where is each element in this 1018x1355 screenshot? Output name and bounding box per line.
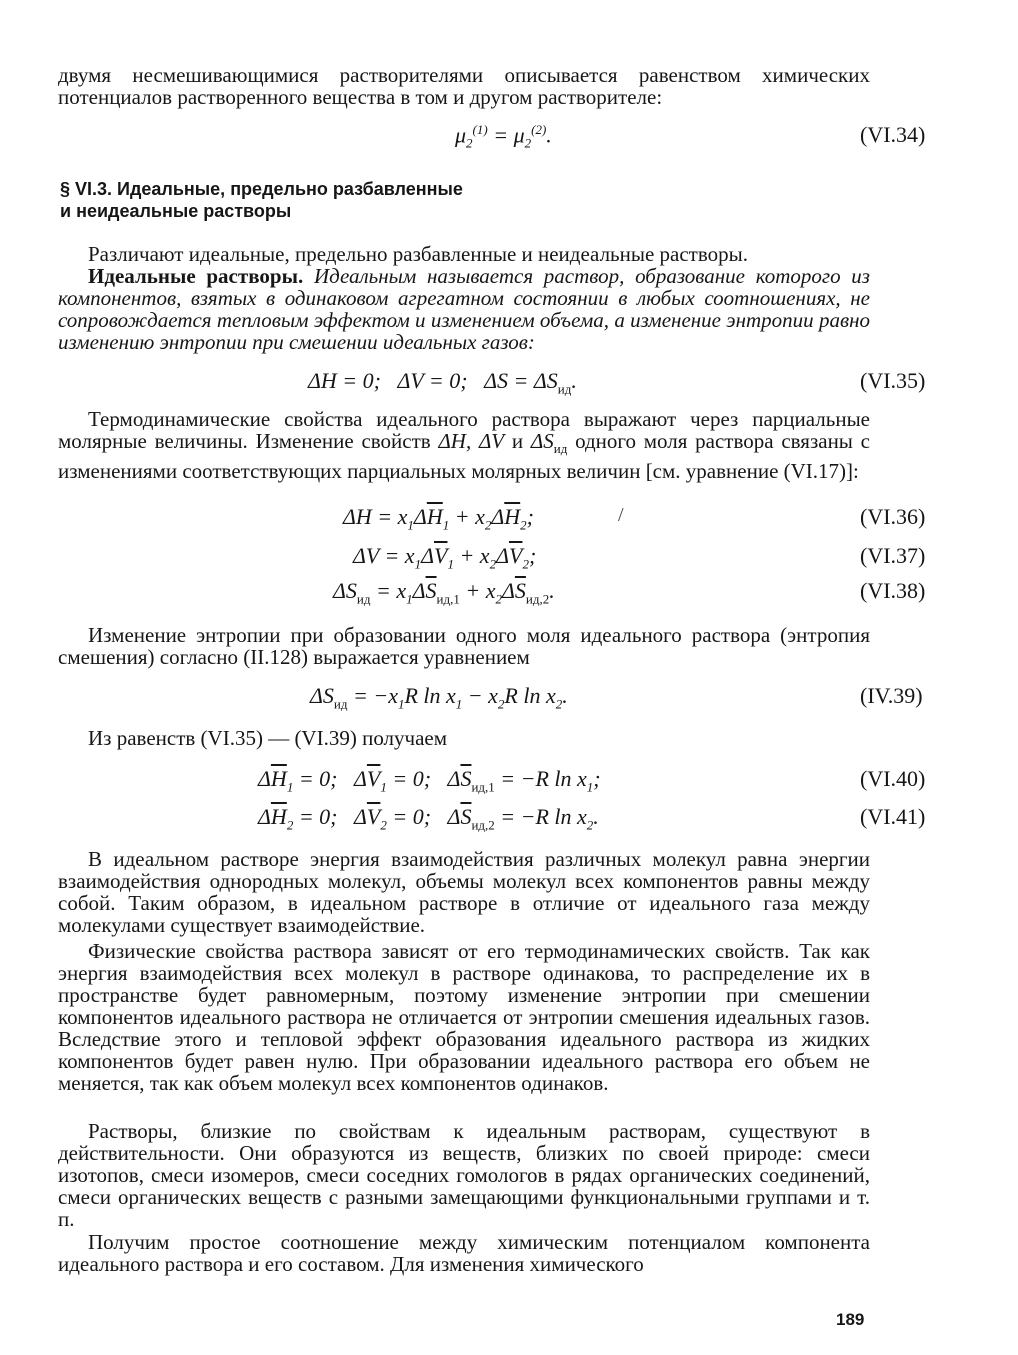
equation-vi34 [58,122,926,151]
equation-vi37 [58,543,926,572]
equation-vi41 [58,804,926,833]
equation-label: (VI.37) [860,543,926,568]
paragraph-text-b: одного моля раствора связаны с изменениями соответствующих парциальных молярных величин [см. уравнение (VI.17)]: [58,429,870,484]
paragraph-interaction-energy: В идеальном растворе энергия взаимодействия различных молекул равна энергии взаимодействия однородных молекул, объемы молекул всех компонентов равны между собой. Таким образом, в идеальном растворе в отличие от идеального газа между молекулами существует взаимодействие. [58,847,870,937]
stray-mark: / [618,504,624,526]
equation-body: $\Delta V = x_1\Delta\overline{V}_1 + x_2\Delta\overline{V}_2$; [353,543,537,572]
equation-vi38 [58,578,926,607]
intro-paragraph: двумя несмешивающимися растворителями описывается равенством химических потенциалов растворенного вещества в том и другом растворителе: [58,63,870,109]
equation-body: $\Delta\overline{H}_1 = 0$; $\Delta\overline{V}_1 = 0$; $\Delta\overline{S}_{ид,1} = -R$ $\ln x_1$; [258,766,601,795]
equation-body: $\Delta H = x_1\Delta\overline{H}_1 + x_2\Delta\overline{H}_2$; [343,504,534,533]
equation-iv39 [58,683,923,712]
paragraph-ideal-definition [58,265,870,353]
paragraph-real-solutions: Растворы, близкие по свойствам к идеальным растворам, существуют в действительности. Они образуются из веществ, близких по своей природе: смеси изотопов, смеси изомеров, смеси соседних гомологов в рядах органических соединений, смеси органических веществ с разными замещающими функциональными группами и т. п. [58,1119,870,1231]
equation-body: $\Delta S_{ид} = x_1\Delta\overline{S}_{ид,1} + x_2\Delta\overline{S}_{ид,2}$. [333,578,555,607]
equation-label: (VI.38) [860,578,926,603]
equation-label: (VI.36) [860,504,926,529]
equation-body: $\Delta S_{ид} = -x_1R$ $\ln x_1 - x_2R$ $\ln x_2$. [310,683,568,712]
page-number: 189 [836,1310,865,1329]
ideal-solution-definition: Идеальным называется раствор, образование которого из компонентов, взятых в одинаковом агрегатном состоянии в любых соотношениях, не сопровождается тепловым эффектом и изменением объема, а изменение энтропии равно изменению энтропии при смешении идеальных газов: [58,264,870,354]
ideal-solutions-runin-heading: Идеальные растворы. [88,264,304,288]
paragraph-types: Различают идеальные, предельно разбавленные и неидеальные растворы. [88,242,748,266]
equation-label: (VI.35) [860,368,926,393]
equation-body: $\Delta\overline{H}_2 = 0$; $\Delta\overline{V}_2 = 0$; $\Delta\overline{S}_{ид,2} = -R$ $\ln x_2$. [258,804,599,833]
paragraph-chemical-potential: Получим простое соотношение между химическим потенциалом компонента идеального раствора и его составом. Для изменения химического [58,1230,870,1276]
paragraph-text-a: Термодинамические свойства идеального раствора выражают через парциальные молярные величины. Изменение свойств [58,407,870,453]
equation-body: $\mu_2^{(1)} = \mu_2^{(2)}$. [455,122,552,151]
equation-label: (VI.41) [860,804,926,829]
equation-vi40 [58,766,926,795]
section-title-line2: и неидеальные растворы [60,201,292,221]
paragraph-from-equalities: Из равенств (VI.35) — (VI.39) получаем [88,726,448,750]
equation-label: (IV.39) [860,683,923,708]
inline-math: $\Delta S_{ид}$ [530,429,568,457]
equation-body: ΔH = 0; ΔV = 0; $\Delta S = \Delta S_{ид}$. [308,368,577,397]
paragraph-thermodynamic-properties: Термодинамические свойства идеального раствора выражают через парциальные молярные величины. Изменение свойств ΔH, ΔV и $\Delta S_{ид}$ одного моля раствора связаны с изменениями соответствующих парциальных молярных величин [см. уравнение (VI.17)]: [58,407,870,484]
section-title-line1: Идеальные, предельно разбавленные [117,179,463,199]
paragraph-physical-properties: Физические свойства раствора зависят от его термодинамических свойств. Так как энергия взаимодействия всех молекул в растворе одинакова, то распределение их в пространстве будет равномерным, поэтому изменение энтропии при смешении компонентов идеального раствора не отличается от энтропии смешения идеальных газов. Вследствие этого и тепловой эффект образования идеального раствора из жидких компонентов будет равен нулю. При образовании идеального раствора его объем не меняется, так как объем молекул всех компонентов одинаков. [58,939,870,1095]
equation-vi36 [58,504,926,533]
inline-math: ΔH, ΔV [438,429,505,453]
paragraph-mixing-entropy: Изменение энтропии при образовании одного моля идеального раствора (энтропия смешения) согласно (II.128) выражается уравнением [58,623,870,669]
section-heading [60,178,760,222]
equation-label: (VI.34) [860,122,926,147]
section-number: § VI.3. [60,179,113,199]
equation-vi35 [58,368,926,397]
equation-label: (VI.40) [860,766,926,791]
